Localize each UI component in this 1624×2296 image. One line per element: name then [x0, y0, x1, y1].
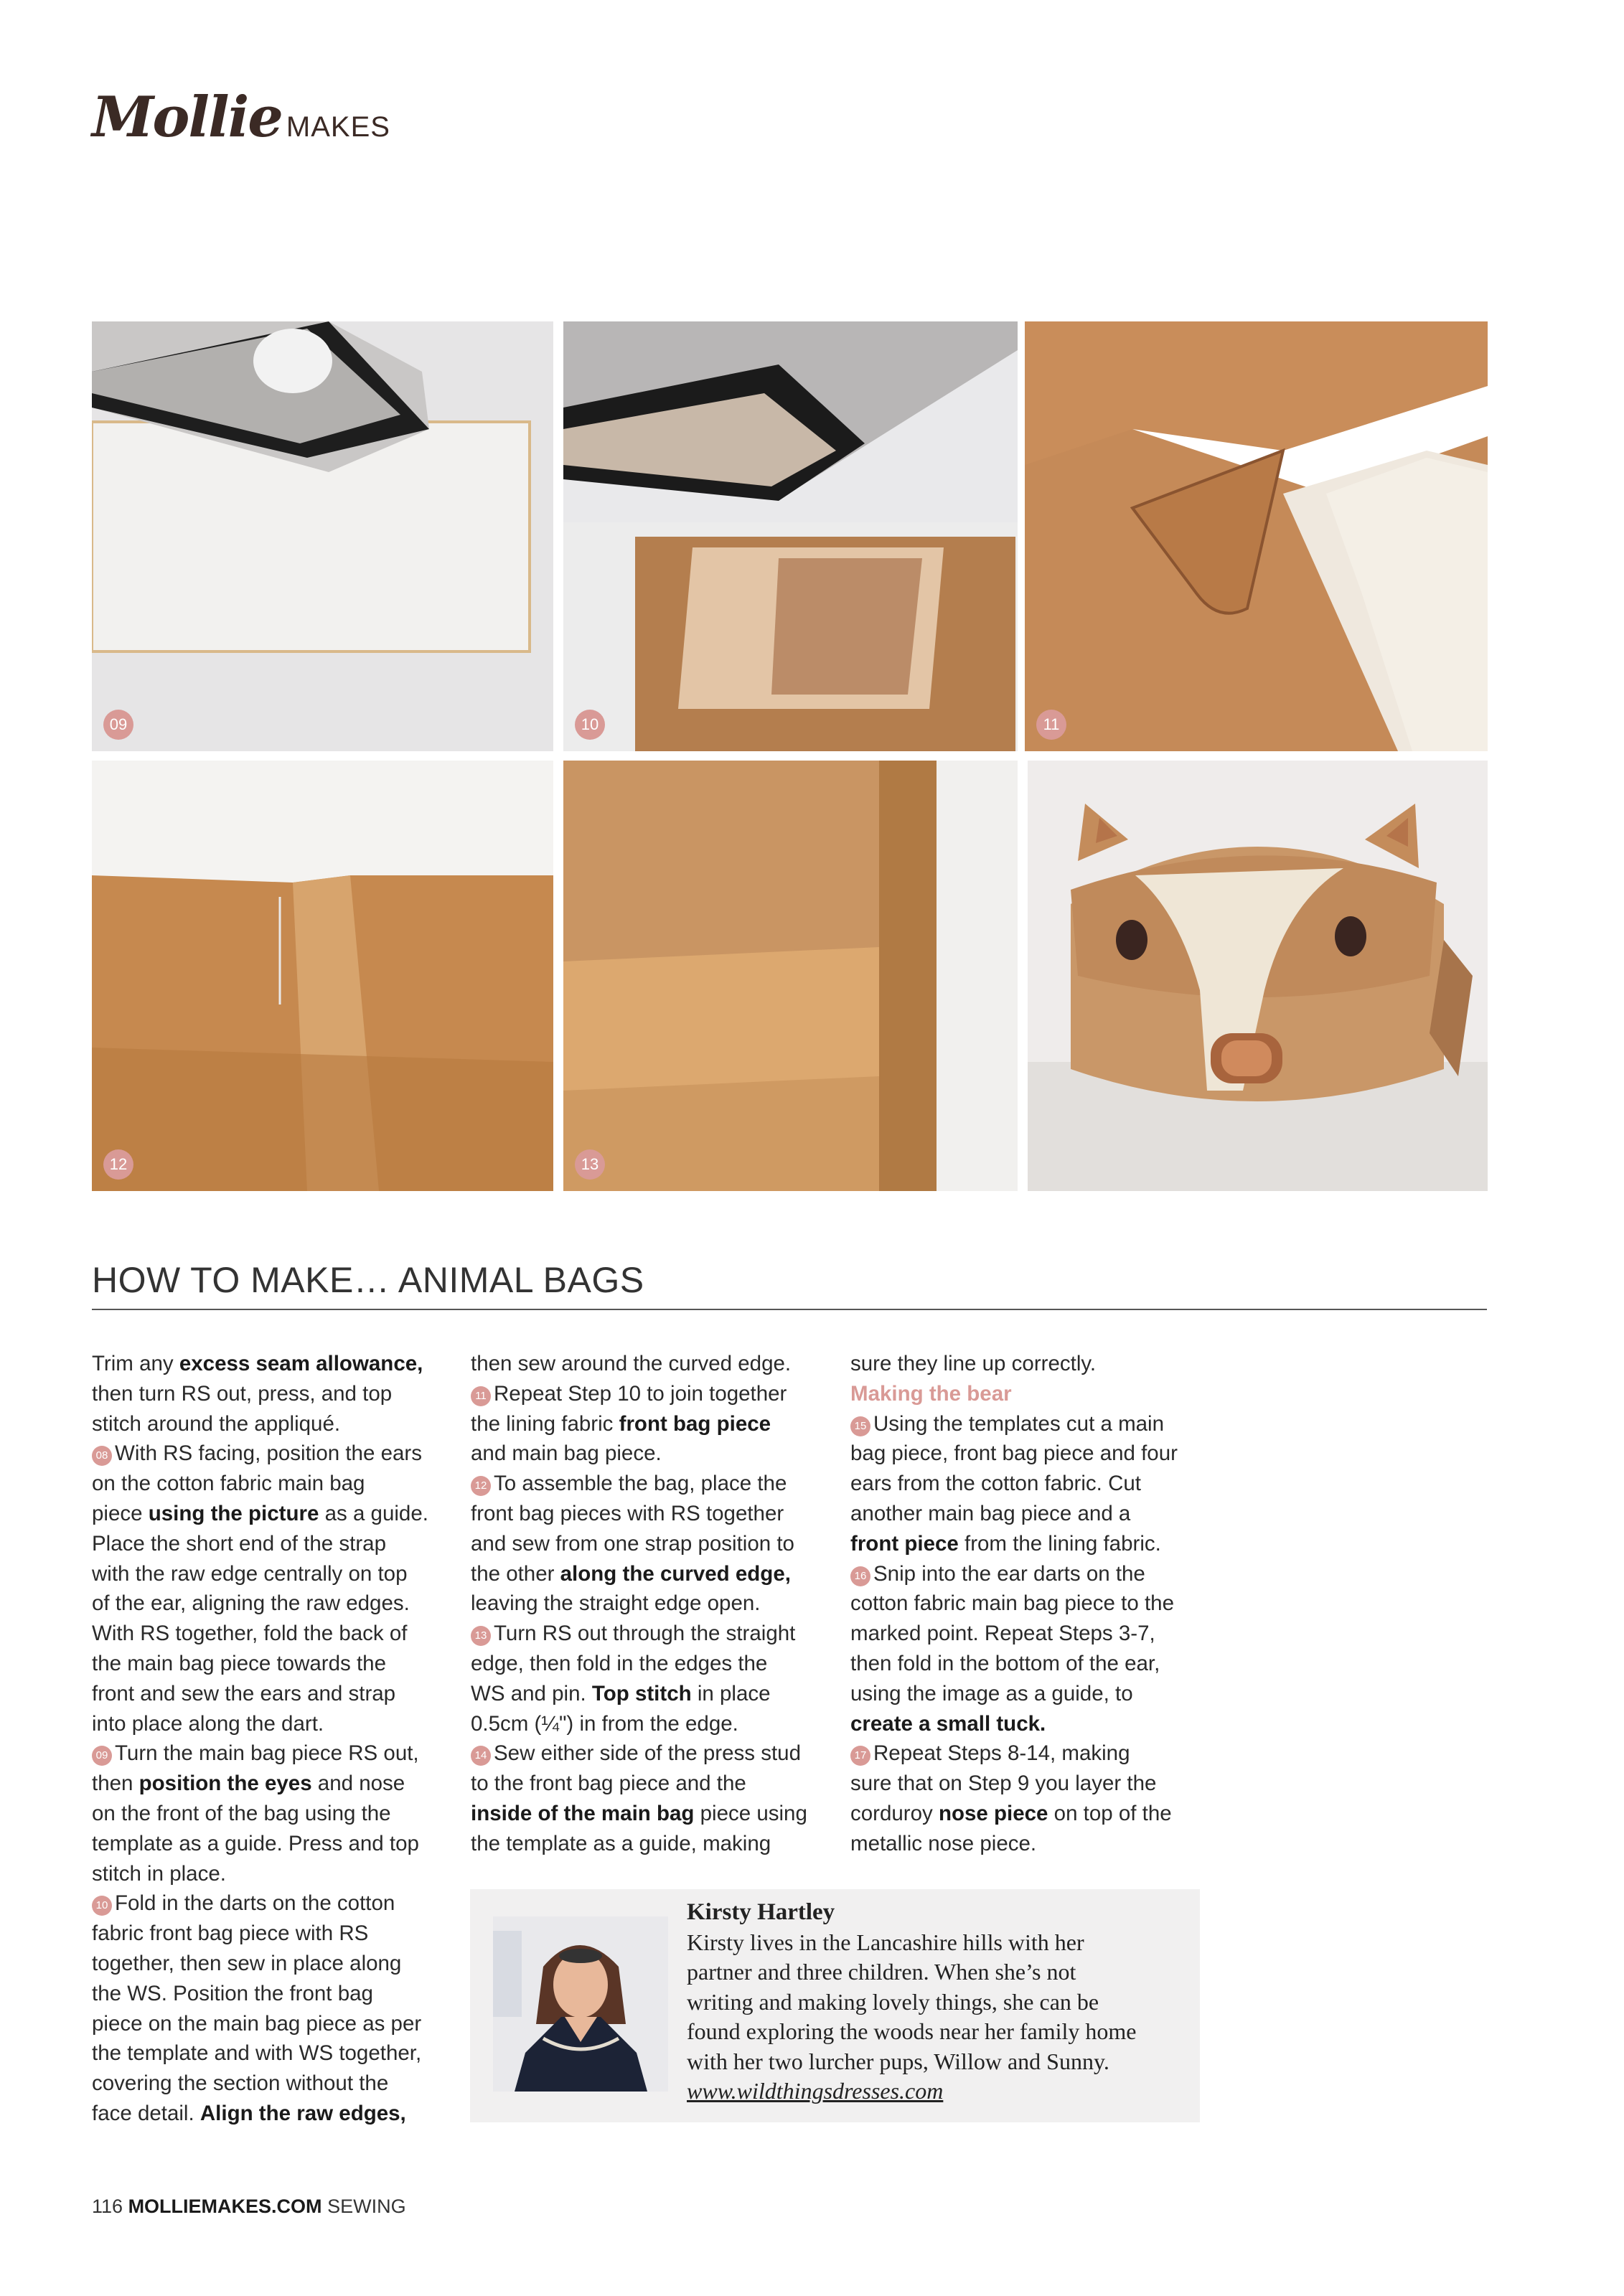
text-line: then sew around the curved edge. [471, 1352, 792, 1375]
footer-section: SEWING [327, 2196, 406, 2217]
text-line: using the image as a guide, to [850, 1681, 1133, 1705]
text-line: Place the short end of the strap [92, 1531, 386, 1556]
text-line: 16 Snip into the ear darts on the [850, 1559, 1202, 1589]
text-line: 13 Turn RS out through the straight [471, 1619, 822, 1649]
text-line: the template and with WS together, [92, 2041, 422, 2066]
text-line: stitch around the appliqué. [92, 1411, 341, 1436]
text-line: 14 Sew either side of the press stud [471, 1739, 822, 1769]
text-line: 17 Repeat Steps 8-14, making [850, 1739, 1202, 1769]
step-number-16: 16 [850, 1566, 870, 1586]
author-bio-line: with her two lurcher pups, Willow and Sunny. [687, 2048, 1109, 2074]
page-number: 116 [92, 2196, 123, 2217]
text-line: 0.5cm (¼") in from the edge. [471, 1711, 738, 1736]
text-line: into place along the dart. [92, 1711, 324, 1736]
text-line: fabric front bag piece with RS [92, 1921, 369, 1946]
text-line: the main bag piece towards the [92, 1651, 386, 1675]
text-line: front and sew the ears and strap [92, 1681, 396, 1705]
body-column-2 [471, 1349, 822, 1859]
body-column-1 [92, 1349, 443, 2129]
subheading: Making the bear [850, 1381, 1012, 1406]
step-number-15: 15 [850, 1416, 870, 1436]
iron-pressing-icon [92, 321, 553, 751]
step-number-17: 17 [850, 1746, 870, 1766]
author-name: Kirsty Hartley [687, 1899, 835, 1925]
author-bio-line: Kirsty lives in the Lancashire hills with her [687, 1929, 1084, 1955]
text-line: 09 Turn the main bag piece RS out, [92, 1739, 443, 1769]
text-line: front piece from the lining fabric. [850, 1531, 1161, 1556]
logo-makes: MAKES [286, 111, 390, 143]
text-line: metallic nose piece. [850, 1831, 1037, 1855]
text-line: and sew from one strap position to [471, 1531, 794, 1556]
text-line: the lining fabric front bag piece [471, 1411, 771, 1436]
text-line: the WS. Position the front bag [92, 1981, 373, 2005]
text-line: inside of the main bag piece using [471, 1801, 807, 1825]
author-bio-line: writing and making lovely things, she can be [687, 1988, 1099, 2015]
text-line: together, then sew in place along [92, 1951, 402, 1975]
step-photo-10 [563, 321, 1018, 751]
logo-script: Mollie [92, 85, 282, 150]
step-photo-12 [92, 761, 553, 1191]
text-line: on the cotton fabric main bag [92, 1472, 365, 1496]
text-line: template as a guide. Press and top [92, 1831, 419, 1855]
text-line: 10 Fold in the darts on the cotton [92, 1888, 443, 1919]
step-badge: 11 [1036, 710, 1066, 740]
text-line: and main bag piece. [471, 1441, 662, 1466]
step-badge: 09 [103, 710, 133, 740]
footer-site: MOLLIEMAKES.COM [128, 2196, 322, 2217]
step-photo-13 [563, 761, 1018, 1191]
section-title: HOW TO MAKE… ANIMAL BAGS [92, 1260, 644, 1300]
text-line: of the ear, aligning the raw edges. [92, 1591, 410, 1616]
step-number-10: 10 [92, 1896, 112, 1916]
text-line: face detail. Align the raw edges, [92, 2101, 406, 2125]
author-bio-line: partner and three children. When she’s not [687, 1959, 1076, 1985]
iron-metallic-fabric-icon [563, 321, 1018, 751]
author-bio-box [470, 1889, 1200, 2122]
text-line: marked point. Repeat Steps 3-7, [850, 1622, 1155, 1646]
page-footer [92, 2196, 406, 2218]
text-line: the template as a guide, making [471, 1831, 771, 1855]
text-line: create a small tuck. [850, 1711, 1046, 1736]
author-bio-line: found exploring the woods near her family home [687, 2018, 1137, 2044]
step-badge: 12 [103, 1149, 133, 1180]
text-line: then fold in the bottom of the ear, [850, 1651, 1160, 1675]
magazine-logo [92, 85, 390, 150]
bag-lining-icon [563, 761, 1018, 1191]
text-line: bag piece, front bag piece and four [850, 1441, 1178, 1466]
step-number-12: 12 [471, 1476, 491, 1496]
text-line: covering the section without the [92, 2071, 389, 2096]
author-photo [493, 1916, 668, 2092]
text-line: WS and pin. Top stitch in place [471, 1681, 771, 1705]
text-line: 12 To assemble the bag, place the [471, 1469, 822, 1499]
text-line: corduroy nose piece on top of the [850, 1801, 1172, 1825]
text-line: 15 Using the templates cut a main [850, 1409, 1202, 1439]
step-number-13: 13 [471, 1626, 491, 1646]
text-line: the other along the curved edge, [471, 1561, 791, 1586]
text-line: 08 With RS facing, position the ears [92, 1439, 443, 1469]
text-line: with the raw edge centrally on top [92, 1561, 408, 1586]
step-number-11: 11 [471, 1386, 491, 1406]
finished-animal-bag-icon [1028, 761, 1488, 1191]
text-line: piece on the main bag piece as per [92, 2011, 422, 2036]
author-text [687, 1898, 1182, 2107]
text-line: Trim any excess seam allowance, [92, 1352, 423, 1375]
text-line: then turn RS out, press, and top [92, 1381, 393, 1406]
text-line: on the front of the bag using the [92, 1801, 391, 1825]
pinned-dart-icon [92, 761, 553, 1191]
text-line: front bag pieces with RS together [471, 1501, 784, 1525]
text-line: edge, then fold in the edges the [471, 1651, 768, 1675]
finished-bag-photo [1028, 761, 1488, 1191]
ear-applique-icon [1025, 321, 1488, 751]
text-line: With RS together, fold the back of [92, 1622, 408, 1646]
text-line: ears from the cotton fabric. Cut [850, 1472, 1141, 1496]
step-number-08: 08 [92, 1446, 112, 1466]
text-line: leaving the straight edge open. [471, 1591, 761, 1616]
author-website-link[interactable]: www.wildthingsdresses.com [687, 2078, 944, 2104]
text-line: 11 Repeat Step 10 to join together [471, 1379, 822, 1409]
step-number-09: 09 [92, 1746, 112, 1766]
text-line: sure they line up correctly. [850, 1352, 1097, 1375]
text-line: then position the eyes and nose [92, 1772, 405, 1796]
step-photo-09 [92, 321, 553, 751]
text-line: piece using the picture as a guide. [92, 1501, 428, 1525]
text-line: to the front bag piece and the [471, 1772, 746, 1796]
step-photo-11 [1025, 321, 1488, 751]
text-line: stitch in place. [92, 1861, 226, 1886]
text-line: another main bag piece and a [850, 1501, 1131, 1525]
step-badge: 13 [575, 1149, 605, 1180]
step-number-14: 14 [471, 1746, 491, 1766]
text-line: cotton fabric main bag piece to the [850, 1591, 1174, 1616]
step-badge: 10 [575, 710, 605, 740]
section-divider [92, 1309, 1487, 1310]
author-portrait-icon [493, 1916, 668, 2092]
text-line: sure that on Step 9 you layer the [850, 1772, 1157, 1796]
body-column-3 [850, 1349, 1202, 1859]
